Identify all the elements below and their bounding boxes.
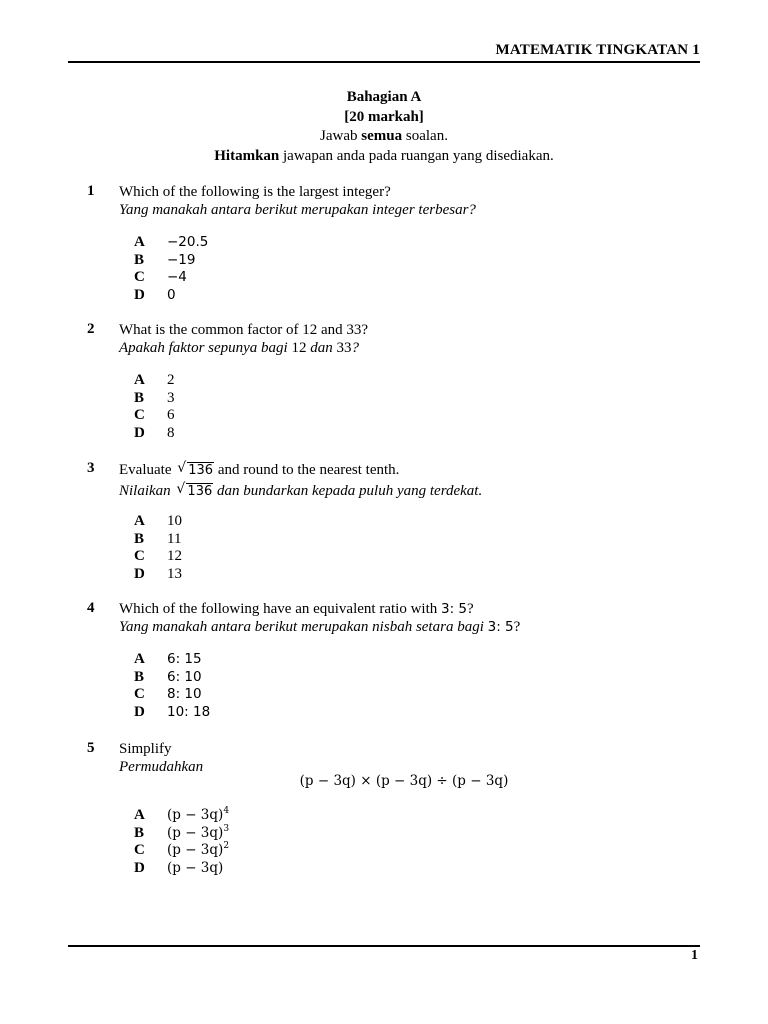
option-c: C 12 (134, 548, 182, 564)
option-a: A 6: 15 (134, 651, 202, 667)
option-d: D (p − 3q) (134, 859, 224, 876)
question-3-number: 3 (87, 460, 95, 476)
option-c: C $(p - 3q)^2$ (134, 841, 230, 858)
question-4-number: 4 (87, 600, 95, 616)
option-a: A −20.5 (134, 234, 209, 250)
option-a: A 2 (134, 372, 175, 388)
option-b: B 11 (134, 530, 182, 547)
option-a: A $(p - 3q)^4$ (134, 806, 230, 823)
square-root-expression: √ 136 (176, 481, 213, 499)
option-c: C −4 (134, 269, 187, 285)
header-rule (68, 61, 700, 63)
page-number: 1 (691, 948, 698, 963)
simplify-expression: (p − 3q) × (p − 3q) ÷ (p − 3q) (299, 773, 509, 789)
option-d: D 10: 18 (134, 703, 211, 720)
document-header-title: MATEMATIK TINGKATAN 1 (495, 42, 700, 58)
question-4-options (134, 651, 210, 721)
section-marks: [20 markah] (344, 108, 424, 125)
option-b: B $(p - 3q)^3$ (134, 823, 230, 841)
option-c: C 6 (134, 407, 175, 423)
question-4-text: Which of the following have an equivalent ratio with 3: 5? Yang manakah antara berikut merupakan nisbah setara bagi 3: 5? (119, 601, 521, 635)
option-b: B 3 (134, 389, 175, 406)
question-1-options (134, 234, 208, 304)
question-2-number: 2 (87, 321, 95, 337)
question-5-number: 5 (87, 740, 95, 756)
option-b: B −19 (134, 251, 196, 268)
instruction-answer-all: Jawab semua soalan. (320, 128, 448, 144)
option-d: D 13 (134, 565, 182, 582)
option-c: C 8: 10 (134, 686, 202, 702)
question-1-number: 1 (87, 183, 95, 199)
square-root-expression: √ 136 (177, 460, 214, 478)
option-d: D 0 (134, 286, 176, 303)
question-5-options (134, 807, 229, 877)
question-3-options (134, 513, 182, 583)
section-heading (0, 88, 768, 166)
question-1-text: Which of the following is the largest integer? Yang manakah antara berikut merupakan integer terbesar? (119, 184, 476, 218)
section-title: Bahagian A (346, 89, 422, 105)
question-2-options (134, 372, 175, 442)
question-5-text: Simplify Permudahkan (119, 741, 204, 775)
footer-rule (68, 945, 700, 947)
option-a: A 10 (134, 513, 182, 529)
question-3-text: Evaluate √ 136 and round to the nearest tenth. Nilaikan √ 136 dan bundarkan kepada puluh yang terdekat. (119, 460, 482, 502)
option-d: D 8 (134, 424, 175, 441)
question-2-text: What is the common factor of 12 and 33? Apakah faktor sepunya bagi 12 dan 33? (119, 322, 369, 356)
option-b: B 6: 10 (134, 668, 202, 685)
instruction-shade: Hitamkan jawapan anda pada ruangan yang disediakan. (214, 147, 554, 164)
